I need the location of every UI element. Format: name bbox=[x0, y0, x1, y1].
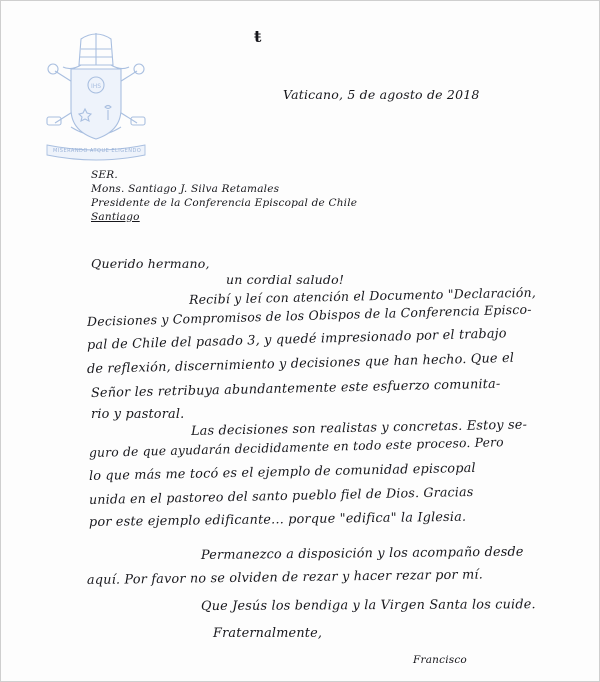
body-line: pal de Chile del pasado 3, y quedé impresionado por el trabajo bbox=[86, 326, 507, 353]
body-line: rio y pastoral. bbox=[91, 407, 185, 422]
recipient-name: Mons. Santiago J. Silva Retamales bbox=[91, 183, 280, 195]
body-line: aquí. Por favor no se olviden de rezar y hacer rezar por mí. bbox=[86, 567, 484, 588]
body-line: Permanezco a disposición y los acompaño desde bbox=[200, 544, 524, 563]
crest-motto: MISERANDO ATQUE ELIGENDO bbox=[53, 148, 142, 154]
signature: Francisco bbox=[413, 654, 467, 666]
body-line: Señor les retribuya abundantemente este esfuerzo comunita- bbox=[90, 376, 501, 401]
place-date: Vaticano, 5 de agosto de 2018 bbox=[283, 87, 480, 102]
recipient-title: SER. bbox=[91, 169, 118, 181]
body-line: lo que más me tocó es el ejemplo de comunidad episcopal bbox=[88, 460, 476, 484]
body-line: unida en el pastoreo del santo pueblo fiel de Dios. Gracias bbox=[88, 483, 474, 507]
body-line: guro de que ayudarán decididamente en todo este proceso. Pero bbox=[88, 435, 504, 460]
body-line: Que Jesús los bendiga y la Virgen Santa los cuide. bbox=[200, 597, 536, 614]
salutation: Querido hermano, bbox=[91, 256, 210, 271]
cross-mark: ŧ bbox=[254, 27, 262, 46]
body-line: de reflexión, discernimiento y decisiones que han hecho. Que el bbox=[86, 350, 515, 377]
body-line: Las decisiones son realistas y concretas. Estoy se- bbox=[190, 417, 528, 439]
papal-coat-of-arms-icon bbox=[41, 31, 151, 161]
greeting: un cordial saludo! bbox=[226, 272, 345, 287]
recipient-position: Presidente de la Conferencia Episcopal de Chile bbox=[91, 197, 358, 209]
recipient-city: Santiago bbox=[91, 211, 140, 223]
body-line: Recibí y leí con atención el Documento "Declaración, bbox=[188, 284, 537, 307]
body-line: Decisiones y Compromisos de los Obispos de la Conferencia Episco- bbox=[86, 301, 532, 329]
body-line: por este ejemplo edificante... porque "edifica" la Iglesia. bbox=[88, 509, 467, 530]
closing: Fraternalmente, bbox=[213, 626, 323, 641]
svg-text:IHS: IHS bbox=[90, 83, 102, 90]
